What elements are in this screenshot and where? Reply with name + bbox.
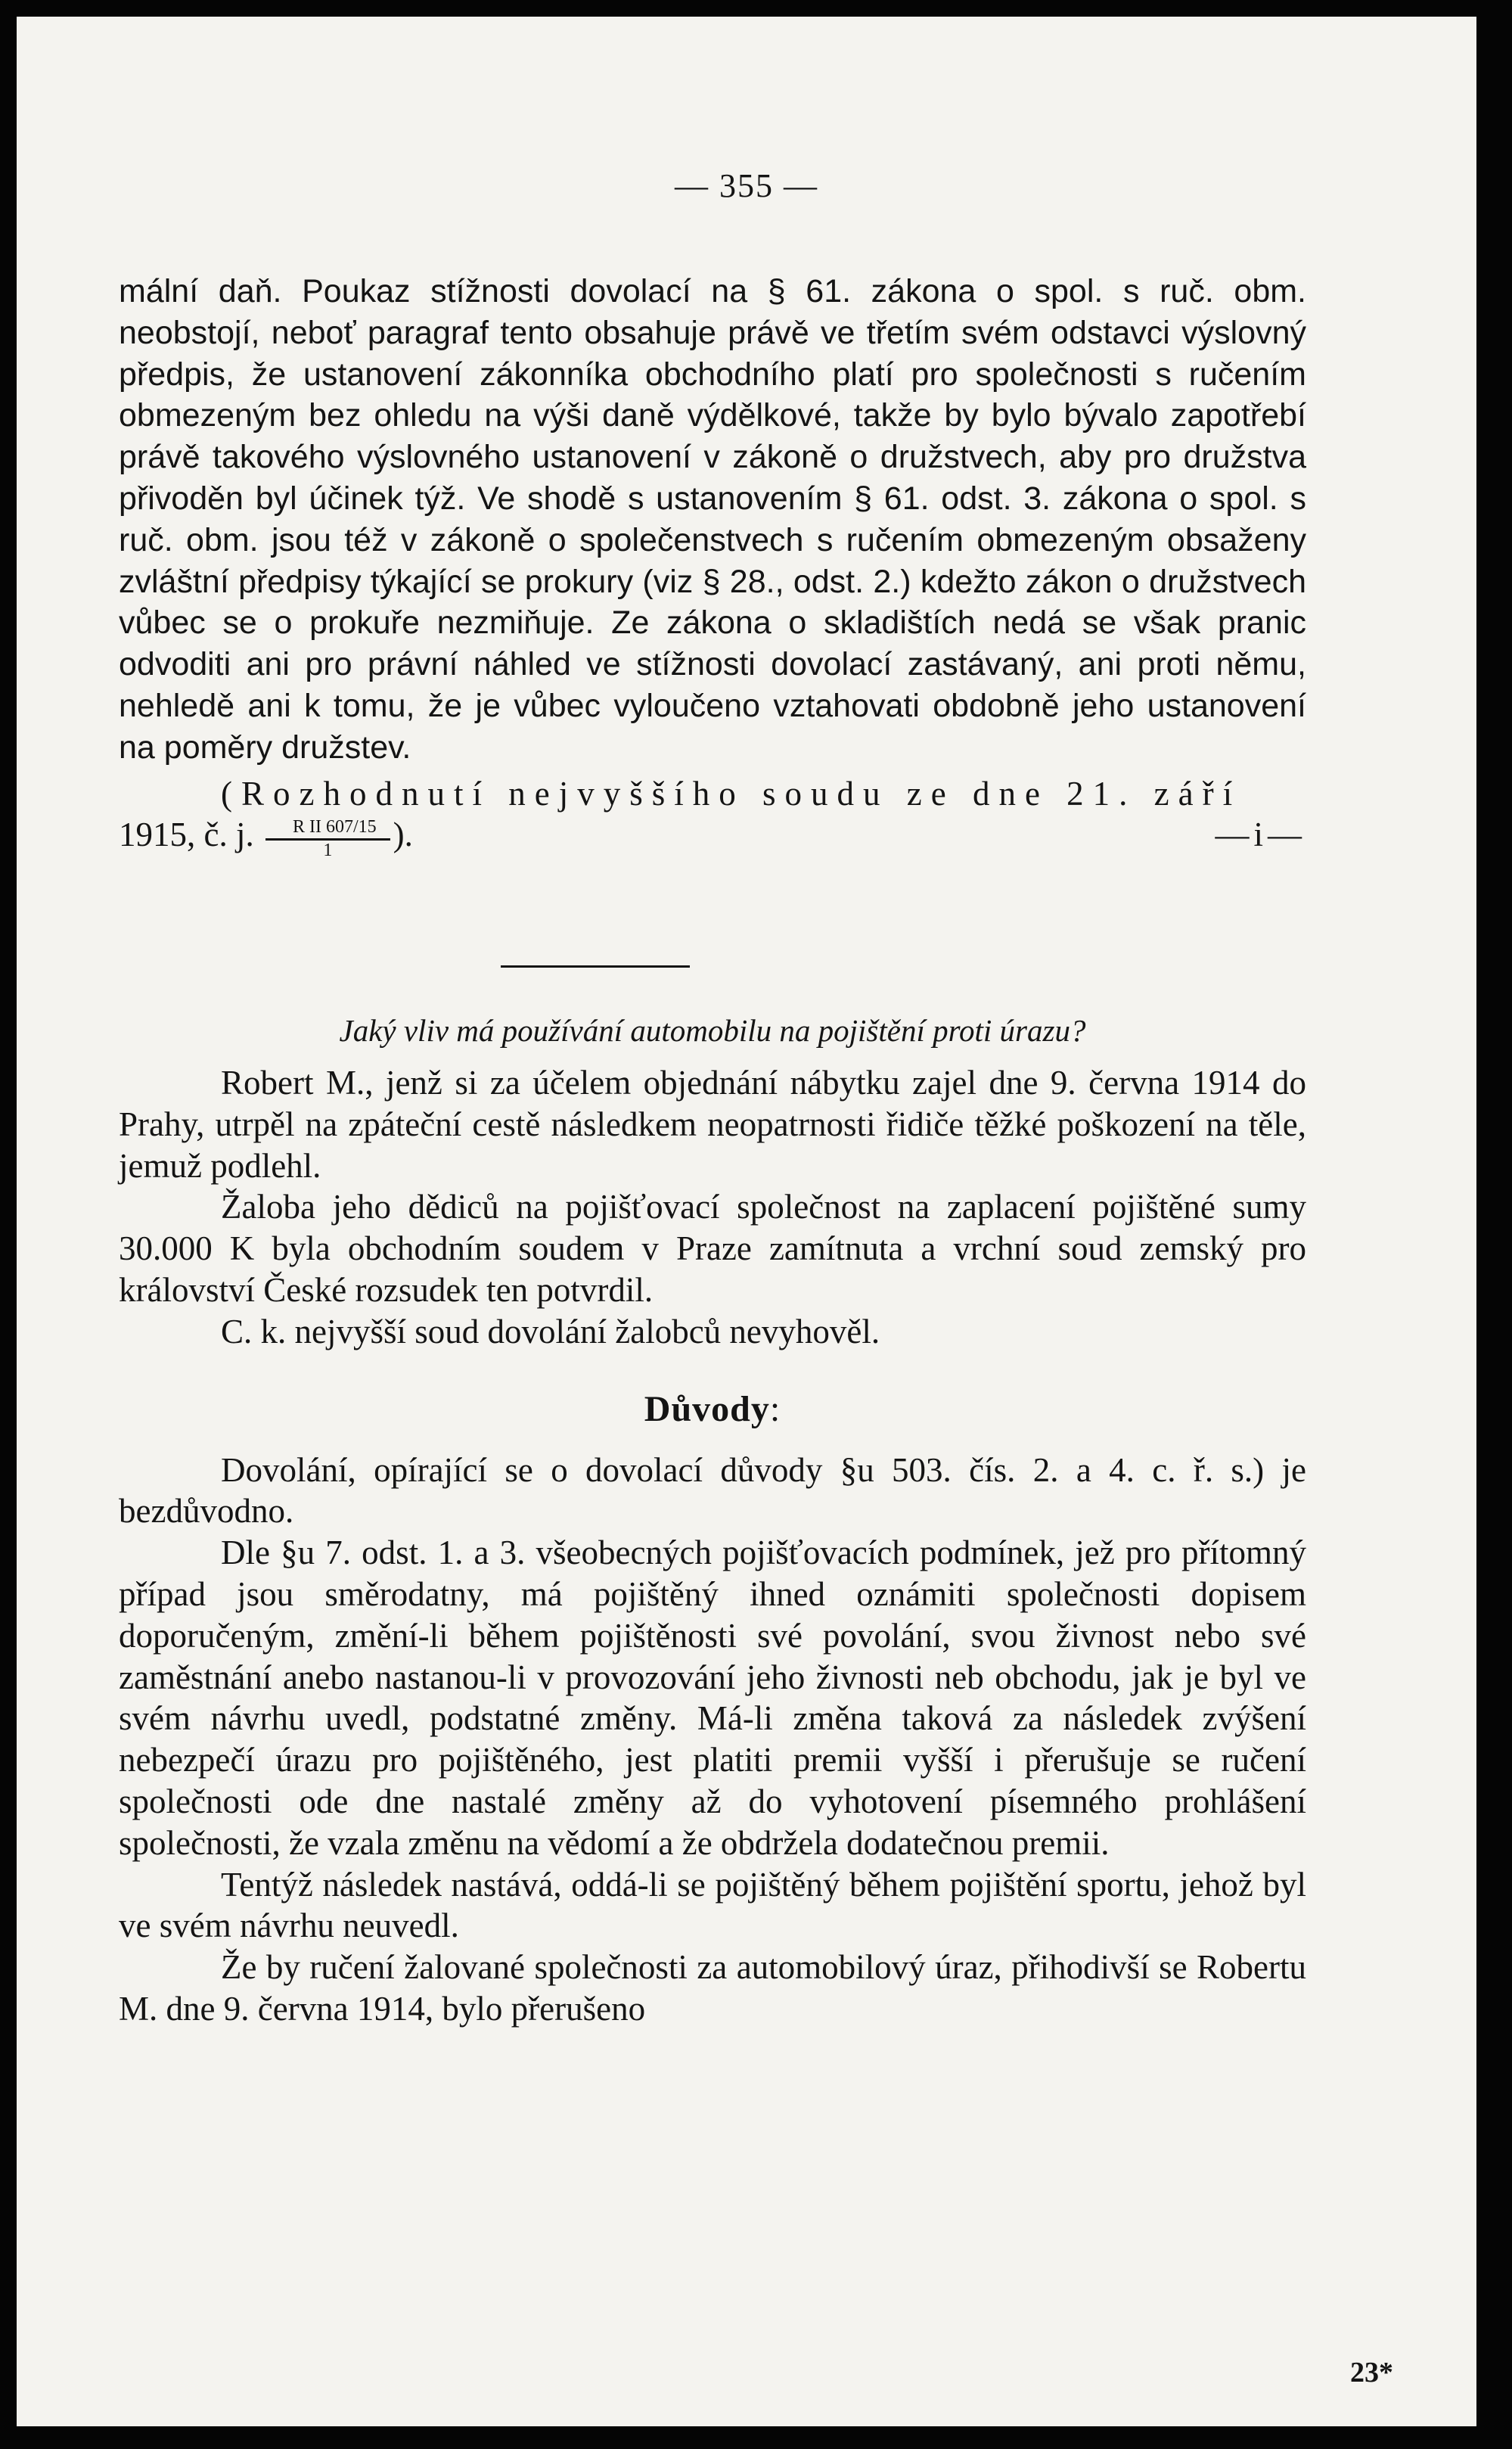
reasons-paragraph-4: Že by ručení žalované společnosti za automobilový úraz, přihodivší se Robertu M. dne 9. června 1914, bylo přerušeno bbox=[119, 1948, 1306, 2028]
case-reference-row bbox=[119, 814, 1306, 869]
author-mark: —i— bbox=[1215, 816, 1306, 854]
case-suffix: ). bbox=[393, 816, 413, 854]
signature-mark: 23* bbox=[1350, 2357, 1393, 2388]
continued-paragraph: mální daň. Poukaz stížnosti dovolací na § 61. zákona o spol. s ruč. obm. neobstojí, neboť paragraf tento obsahuje právě ve třetím svém odstavci výslovný předpis, že ustanovení zákonníka obchodního platí pro společnosti s ručením obmezeným bez ohledu na výši daně výdělkové, takže by bylo bývalo zapotřebí právě takového výslovného ustanovení v zákoně o družstvech, aby pro družstva přivoděn byl účinek týž. Ve shodě s ustanovením § 61. odst. 3. zákona o spol. s ruč. obm. jsou též v zákoně o společenstvech s ručením obmezeným obsaženy zvláštní předpisy týkající se prokury (viz § 28., odst. 2.) kdežto zákon o družstvech vůbec se o prokuře nezmiňuje. Ze zákona o skladištích nedá se však pranic odvoditi ani pro právní náhled ve stížnosti dovolací zastávaný, ani proti němu, nehledě ani k tomu, že je vůbec vyloučeno vztahovati obdobně jeho ustanovení na poměry družstev. bbox=[119, 273, 1306, 766]
article-title: Jaký vliv má používání automobilu na pojištění proti úrazu? bbox=[339, 1013, 1086, 1048]
text-column bbox=[119, 271, 1306, 869]
reasons-paragraph-3: Tentýž následek nastává, oddá-li se pojištěný během pojištění sportu, jehož byl ve svém návrhu neuvedl. bbox=[119, 1865, 1306, 1945]
section-divider bbox=[501, 965, 690, 968]
case-prefix: 1915, č. j. bbox=[119, 816, 254, 854]
case-number-fraction bbox=[265, 817, 390, 860]
reasons-heading-colon: : bbox=[769, 1388, 781, 1429]
reasons-heading-text: Důvody bbox=[644, 1388, 770, 1429]
facts-paragraph-3: C. k. nejvyšší soud dovolání žalobců nevyhověl. bbox=[221, 1312, 880, 1350]
facts-paragraph-2: Žaloba jeho dědiců na pojišťovací společnost na zaplacení pojištěné sumy 30.000 K byla obchodním soudem v Praze zamítnuta a vrchní soud zemský pro království České rozsudek ten potvrdil. bbox=[119, 1188, 1306, 1309]
reasons-heading bbox=[119, 1383, 1306, 1436]
reasons-paragraph-1: Dovolání, opírající se o dovolací důvody §u 503. čís. 2. a 4. c. ř. s.) je bezdůvodno. bbox=[119, 1450, 1306, 1531]
decision-line: (Rozhodnutí nejvyššího soudu ze dne 21. září bbox=[221, 774, 1242, 813]
case-numerator: R II 607/15 bbox=[265, 817, 390, 841]
article-column bbox=[119, 1008, 1306, 2030]
case-denominator: 1 bbox=[323, 840, 333, 860]
book-page bbox=[17, 17, 1476, 2426]
page-number: — 355 — bbox=[675, 167, 818, 204]
reasons-paragraph-2: Dle §u 7. odst. 1. a 3. všeobecných pojišťovacích podmínek, jež pro přítomný případ jsou směrodatny, má pojištěný ihned oznámiti společnosti dopisem doporučeným, změní-li během pojištěnosti své povolání, svou živnost nebo své zaměstnání anebo nastanou-li v provozování jeho živnosti neb obchodu, jak je byl ve svém návrhu uvedl, podstatné změny. Má-li změna taková za následek zvýšení nebezpečí úrazu pro pojištěného, jest platiti premii vyšší i přerušuje se ručení společnosti ode dne nastalé změny až do vyhotovení písemného prohlášení společnosti, že vzala změnu na vědomí a že obdržela dodatečnou premii. bbox=[119, 1534, 1306, 1862]
facts-paragraph-1: Robert M., jenž si za účelem objednání nábytku zajel dne 9. června 1914 do Prahy, utrpěl na zpáteční cestě následkem neopatrnosti řidiče těžké poškození na těle, jemuž podlehl. bbox=[119, 1064, 1306, 1185]
case-reference bbox=[119, 814, 413, 859]
